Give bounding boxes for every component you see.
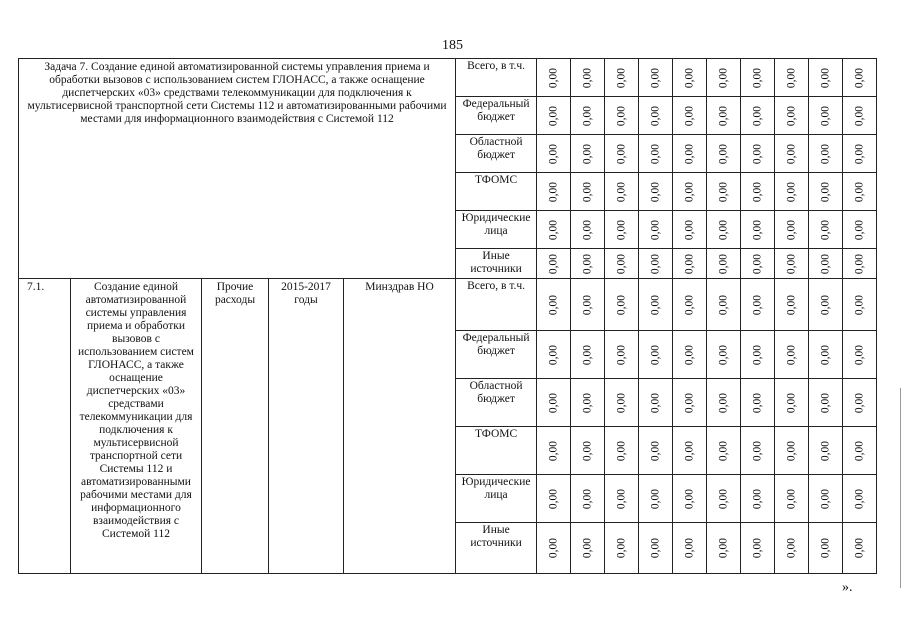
value-cell: [741, 135, 775, 173]
value-text: 0,00: [649, 392, 662, 413]
value-cell: [639, 97, 673, 135]
value-cell: [843, 279, 877, 331]
value-cell: [537, 379, 571, 427]
value-text: 0,00: [819, 440, 832, 461]
value-text: 0,00: [819, 488, 832, 509]
value-text: 0,00: [819, 181, 832, 202]
funding-source-label: Иные источники: [456, 523, 537, 574]
value-text: 0,00: [615, 143, 628, 164]
value-cell: [707, 59, 741, 97]
value-cell: [639, 331, 673, 379]
value-text: 0,00: [581, 219, 594, 240]
value-cell: [537, 211, 571, 249]
funding-source-label: Юридические лица: [456, 211, 537, 249]
value-text: 0,00: [547, 181, 560, 202]
funding-source-label: Областной бюджет: [456, 135, 537, 173]
value-cell: [775, 173, 809, 211]
value-cell: [537, 279, 571, 331]
value-cell: [673, 59, 707, 97]
value-cell: [639, 475, 673, 523]
value-cell: [639, 427, 673, 475]
value-cell: [843, 475, 877, 523]
value-cell: [741, 427, 775, 475]
value-cell: [809, 249, 843, 279]
value-cell: [809, 523, 843, 574]
event-name: Создание единой автоматизированной системы управления приема и обработки вызовов с использованием систем ГЛОНАСС, а также оснащение диспетчерских «03» средствами телекоммуникации для подключения к мультисервисной транспортной сети Системы 112 и автоматизированными рабочими местами для информационного взаимодействия с Системой 112: [71, 279, 202, 574]
value-cell: [775, 59, 809, 97]
value-text: 0,00: [819, 219, 832, 240]
value-cell: [605, 249, 639, 279]
value-cell: [775, 135, 809, 173]
value-text: 0,00: [717, 105, 730, 126]
value-cell: [741, 279, 775, 331]
value-text: 0,00: [683, 537, 696, 559]
value-cell: [537, 59, 571, 97]
value-text: 0,00: [581, 488, 594, 509]
value-cell: [843, 211, 877, 249]
value-text: 0,00: [581, 105, 594, 126]
value-text: 0,00: [785, 143, 798, 164]
value-cell: [843, 135, 877, 173]
value-text: 0,00: [819, 392, 832, 413]
value-cell: [639, 279, 673, 331]
value-text: 0,00: [819, 143, 832, 164]
event-years: 2015-2017 годы: [269, 279, 344, 574]
value-text: 0,00: [547, 143, 560, 164]
value-text: 0,00: [785, 344, 798, 365]
value-cell: [571, 97, 605, 135]
value-text: 0,00: [547, 294, 560, 315]
value-cell: [775, 97, 809, 135]
value-cell: [843, 379, 877, 427]
value-text: 0,00: [615, 537, 628, 559]
value-text: 0,00: [683, 143, 696, 164]
value-text: 0,00: [853, 181, 866, 202]
value-text: 0,00: [785, 253, 798, 274]
value-text: 0,00: [751, 537, 764, 559]
value-cell: [809, 59, 843, 97]
value-cell: [537, 173, 571, 211]
value-text: 0,00: [683, 67, 696, 88]
value-cell: [741, 173, 775, 211]
budget-table: [18, 58, 877, 574]
value-text: 0,00: [649, 488, 662, 509]
value-text: 0,00: [547, 344, 560, 365]
value-text: 0,00: [751, 440, 764, 461]
value-text: 0,00: [717, 181, 730, 202]
value-cell: [605, 475, 639, 523]
value-cell: [775, 427, 809, 475]
value-cell: [809, 279, 843, 331]
value-text: 0,00: [581, 392, 594, 413]
value-cell: [537, 331, 571, 379]
value-text: 0,00: [785, 392, 798, 413]
value-text: 0,00: [717, 392, 730, 413]
value-text: 0,00: [785, 67, 798, 88]
value-cell: [639, 379, 673, 427]
value-cell: [537, 475, 571, 523]
margin-rule: [900, 388, 901, 588]
value-text: 0,00: [717, 488, 730, 509]
value-text: 0,00: [819, 344, 832, 365]
value-cell: [707, 135, 741, 173]
value-cell: [809, 135, 843, 173]
value-cell: [707, 331, 741, 379]
value-cell: [741, 249, 775, 279]
value-cell: [639, 135, 673, 173]
value-cell: [605, 135, 639, 173]
value-text: 0,00: [683, 294, 696, 315]
value-cell: [809, 379, 843, 427]
value-cell: [707, 427, 741, 475]
value-cell: [673, 173, 707, 211]
value-text: 0,00: [683, 344, 696, 365]
value-cell: [605, 211, 639, 249]
value-text: 0,00: [853, 392, 866, 413]
value-text: 0,00: [581, 344, 594, 365]
closing-quote: ».: [842, 580, 853, 595]
value-text: 0,00: [615, 294, 628, 315]
table-row: [19, 59, 877, 97]
event-executor: Минздрав НО: [344, 279, 456, 574]
value-text: 0,00: [547, 537, 560, 559]
value-cell: [707, 523, 741, 574]
value-text: 0,00: [751, 294, 764, 315]
value-cell: [741, 59, 775, 97]
value-text: 0,00: [683, 440, 696, 461]
value-text: 0,00: [717, 143, 730, 164]
value-cell: [571, 331, 605, 379]
value-cell: [639, 249, 673, 279]
value-text: 0,00: [717, 344, 730, 365]
value-text: 0,00: [751, 105, 764, 126]
value-text: 0,00: [649, 219, 662, 240]
value-cell: [775, 379, 809, 427]
value-cell: [673, 211, 707, 249]
value-cell: [673, 135, 707, 173]
value-text: 0,00: [853, 294, 866, 315]
value-text: 0,00: [853, 105, 866, 126]
value-cell: [673, 97, 707, 135]
funding-source-label: Всего, в т.ч.: [456, 279, 537, 331]
value-cell: [707, 173, 741, 211]
value-cell: [571, 279, 605, 331]
value-text: 0,00: [853, 143, 866, 164]
value-text: 0,00: [853, 537, 866, 559]
value-text: 0,00: [751, 143, 764, 164]
value-cell: [571, 249, 605, 279]
value-cell: [741, 97, 775, 135]
value-text: 0,00: [785, 488, 798, 509]
value-text: 0,00: [819, 105, 832, 126]
value-text: 0,00: [615, 253, 628, 274]
value-text: 0,00: [853, 488, 866, 509]
value-cell: [673, 379, 707, 427]
value-cell: [775, 279, 809, 331]
value-text: 0,00: [547, 67, 560, 88]
value-cell: [707, 475, 741, 523]
value-text: 0,00: [785, 105, 798, 126]
funding-source-label: ТФОМС: [456, 427, 537, 475]
value-cell: [843, 97, 877, 135]
value-cell: [809, 331, 843, 379]
value-cell: [571, 173, 605, 211]
value-text: 0,00: [649, 143, 662, 164]
value-cell: [707, 97, 741, 135]
value-cell: [843, 523, 877, 574]
value-cell: [571, 135, 605, 173]
value-text: 0,00: [649, 440, 662, 461]
value-cell: [741, 379, 775, 427]
table-body: [19, 59, 877, 574]
value-cell: [809, 173, 843, 211]
value-text: 0,00: [717, 440, 730, 461]
value-cell: [775, 249, 809, 279]
value-cell: [809, 475, 843, 523]
value-cell: [571, 379, 605, 427]
value-text: 0,00: [615, 105, 628, 126]
funding-source-label: Всего, в т.ч.: [456, 59, 537, 97]
value-cell: [843, 173, 877, 211]
value-text: 0,00: [683, 181, 696, 202]
value-text: 0,00: [751, 253, 764, 274]
value-cell: [843, 331, 877, 379]
value-text: 0,00: [751, 67, 764, 88]
value-cell: [707, 249, 741, 279]
value-text: 0,00: [581, 537, 594, 559]
value-cell: [537, 135, 571, 173]
value-text: 0,00: [683, 105, 696, 126]
value-text: 0,00: [819, 537, 832, 559]
value-text: 0,00: [581, 440, 594, 461]
value-text: 0,00: [581, 294, 594, 315]
funding-source-label: Федеральный бюджет: [456, 97, 537, 135]
value-text: 0,00: [785, 294, 798, 315]
value-cell: [537, 523, 571, 574]
value-cell: [673, 523, 707, 574]
value-cell: [673, 249, 707, 279]
value-cell: [843, 427, 877, 475]
value-cell: [673, 331, 707, 379]
value-text: 0,00: [649, 181, 662, 202]
value-cell: [741, 211, 775, 249]
funding-source-label: Иные источники: [456, 249, 537, 279]
value-cell: [809, 211, 843, 249]
value-text: 0,00: [615, 67, 628, 88]
value-text: 0,00: [683, 253, 696, 274]
value-text: 0,00: [751, 488, 764, 509]
value-cell: [741, 475, 775, 523]
expense-type: Прочие расходы: [202, 279, 269, 574]
value-cell: [605, 59, 639, 97]
value-cell: [673, 279, 707, 331]
value-text: 0,00: [649, 344, 662, 365]
value-cell: [707, 211, 741, 249]
value-text: 0,00: [853, 253, 866, 274]
value-text: 0,00: [683, 392, 696, 413]
value-cell: [775, 475, 809, 523]
value-text: 0,00: [751, 181, 764, 202]
value-text: 0,00: [547, 105, 560, 126]
value-cell: [809, 427, 843, 475]
value-text: 0,00: [853, 440, 866, 461]
value-cell: [537, 249, 571, 279]
value-text: 0,00: [649, 253, 662, 274]
value-text: 0,00: [683, 488, 696, 509]
value-text: 0,00: [717, 67, 730, 88]
value-cell: [843, 59, 877, 97]
funding-source-label: Областной бюджет: [456, 379, 537, 427]
value-text: 0,00: [683, 219, 696, 240]
value-text: 0,00: [785, 537, 798, 559]
value-text: 0,00: [853, 67, 866, 88]
value-text: 0,00: [649, 537, 662, 559]
value-cell: [843, 249, 877, 279]
value-cell: [605, 427, 639, 475]
value-cell: [673, 475, 707, 523]
value-text: 0,00: [785, 440, 798, 461]
value-text: 0,00: [547, 219, 560, 240]
table-row: [19, 279, 877, 331]
value-text: 0,00: [581, 143, 594, 164]
value-text: 0,00: [547, 392, 560, 413]
value-cell: [605, 523, 639, 574]
value-text: 0,00: [615, 488, 628, 509]
value-cell: [673, 427, 707, 475]
value-cell: [605, 279, 639, 331]
value-cell: [605, 331, 639, 379]
value-text: 0,00: [751, 219, 764, 240]
value-cell: [571, 475, 605, 523]
value-cell: [571, 59, 605, 97]
value-text: 0,00: [717, 294, 730, 315]
value-cell: [775, 523, 809, 574]
event-number: 7.1.: [19, 279, 71, 574]
value-text: 0,00: [785, 181, 798, 202]
value-text: 0,00: [547, 488, 560, 509]
value-cell: [605, 97, 639, 135]
value-text: 0,00: [581, 253, 594, 274]
value-text: 0,00: [819, 294, 832, 315]
value-cell: [605, 173, 639, 211]
value-cell: [639, 211, 673, 249]
value-cell: [639, 59, 673, 97]
value-text: 0,00: [581, 181, 594, 202]
value-text: 0,00: [581, 67, 594, 88]
value-text: 0,00: [615, 219, 628, 240]
value-text: 0,00: [547, 253, 560, 274]
value-text: 0,00: [751, 392, 764, 413]
value-cell: [707, 279, 741, 331]
value-text: 0,00: [717, 219, 730, 240]
value-text: 0,00: [649, 67, 662, 88]
value-cell: [605, 379, 639, 427]
page-number: 185: [442, 38, 463, 53]
value-text: 0,00: [853, 344, 866, 365]
value-text: 0,00: [615, 344, 628, 365]
value-text: 0,00: [615, 392, 628, 413]
value-cell: [741, 523, 775, 574]
value-cell: [537, 427, 571, 475]
value-text: 0,00: [649, 105, 662, 126]
value-cell: [775, 211, 809, 249]
value-text: 0,00: [717, 253, 730, 274]
value-cell: [571, 523, 605, 574]
funding-source-label: ТФОМС: [456, 173, 537, 211]
value-cell: [537, 97, 571, 135]
value-cell: [639, 523, 673, 574]
value-text: 0,00: [615, 181, 628, 202]
value-cell: [707, 379, 741, 427]
value-text: 0,00: [819, 67, 832, 88]
value-text: 0,00: [615, 440, 628, 461]
funding-source-label: Федеральный бюджет: [456, 331, 537, 379]
task-title: Задача 7. Создание единой автоматизированной системы управления приема и обработки вызовов с использованием систем ГЛОНАСС, а также оснащение диспетчерских «03» средствами телекоммуникации для подключения к мультисервисной транспортной сети Системы 112 и автоматизированными рабочими местами для информационного взаимодействия с Системой 112: [19, 59, 456, 279]
value-text: 0,00: [547, 440, 560, 461]
value-text: 0,00: [819, 253, 832, 274]
value-cell: [639, 173, 673, 211]
value-text: 0,00: [853, 219, 866, 240]
value-cell: [741, 331, 775, 379]
value-cell: [571, 427, 605, 475]
value-cell: [571, 211, 605, 249]
value-text: 0,00: [717, 537, 730, 559]
value-text: 0,00: [649, 294, 662, 315]
funding-source-label: Юридические лица: [456, 475, 537, 523]
value-cell: [775, 331, 809, 379]
value-text: 0,00: [751, 344, 764, 365]
value-text: 0,00: [785, 219, 798, 240]
value-cell: [809, 97, 843, 135]
